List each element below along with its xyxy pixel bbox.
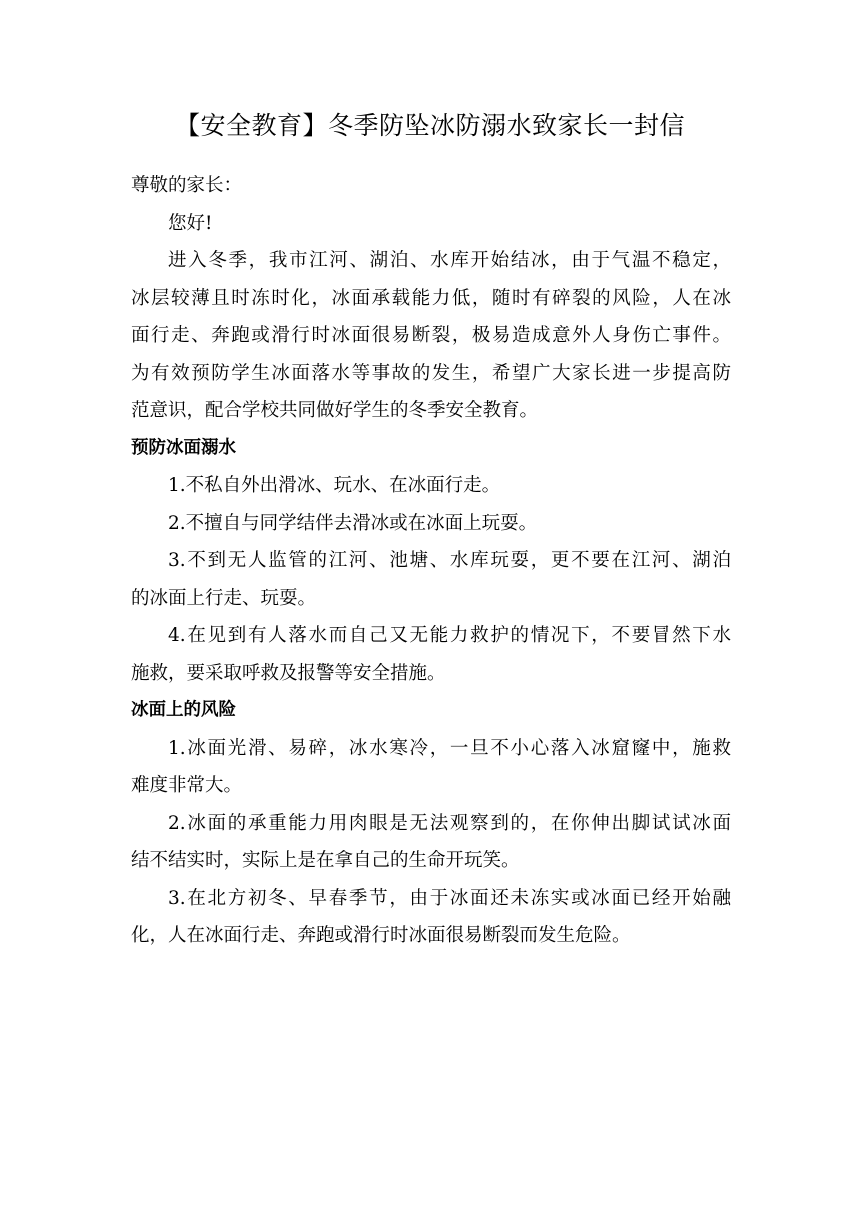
section-heading-ice-risks: 冰面上的风险 (131, 700, 236, 720)
list-item-line: 3.在北方初冬、早春季节，由于冰面还未冻实或冰面已经开始融 (168, 887, 731, 909)
list-item-line: 1.不私自外出滑冰、玩水、在冰面行走。 (168, 475, 501, 496)
section-heading-prevent-drowning: 预防冰面溺水 (131, 437, 236, 458)
intro-line: 范意识，配合学校共同做好学生的冬季安全教育。 (131, 400, 539, 421)
list-item (131, 617, 731, 692)
list-item-line: 2.冰面的承重能力用肉眼是无法观察到的，在你伸出脚试试冰面 (168, 812, 731, 834)
greeting: 您好! (168, 212, 213, 234)
salutation: 尊敬的家长： (131, 175, 243, 196)
list-item (131, 805, 731, 880)
list-item (131, 730, 731, 805)
intro-line: 冰层较薄且时冻时化，冰面承载能力低，随时有碎裂的风险，人在冰 (131, 287, 731, 309)
list-item-line: 1.冰面光滑、易碎，冰水寒冷，一旦不小心落入冰窟窿中，施救 (168, 737, 731, 759)
intro-line: 面行走、奔跑或滑行时冰面很易断裂，极易造成意外人身伤亡事件。 (131, 325, 731, 346)
list-item-line: 化，人在冰面行走、奔跑或滑行时冰面很易断裂而发生危险。 (131, 925, 631, 946)
intro-line: 为有效预防学生冰面落水等事故的发生，希望广大家长进一步提高防 (131, 362, 731, 384)
list-item-line: 难度非常大。 (131, 775, 243, 796)
document-body (131, 167, 731, 955)
intro-line: 进入冬季，我市江河、湖泊、水库开始结冰，由于气温不稳定， (168, 250, 731, 271)
list-item (131, 542, 731, 617)
list-item-line: 的冰面上行走、玩耍。 (131, 587, 317, 609)
list-item (131, 467, 731, 505)
list-item-line: 4.在见到有人落水而自己又无能力救护的情况下，不要冒然下水 (168, 625, 731, 646)
list-item-line: 2.不擅自与同学结伴去滑冰或在冰面上玩耍。 (168, 512, 538, 534)
list-item-line: 施救，要采取呼救及报警等安全措施。 (131, 662, 446, 684)
list-item (131, 505, 731, 543)
list-item-line: 结不结实时，实际上是在拿自己的生命开玩笑。 (131, 850, 520, 871)
intro-paragraph (131, 242, 731, 430)
list-item (131, 880, 731, 955)
list-item-line: 3.不到无人监管的江河、池塘、水库玩耍，更不要在江河、湖泊 (168, 550, 731, 571)
document-title: 【安全教育】冬季防坠冰防溺水致家长一封信 (174, 111, 685, 140)
